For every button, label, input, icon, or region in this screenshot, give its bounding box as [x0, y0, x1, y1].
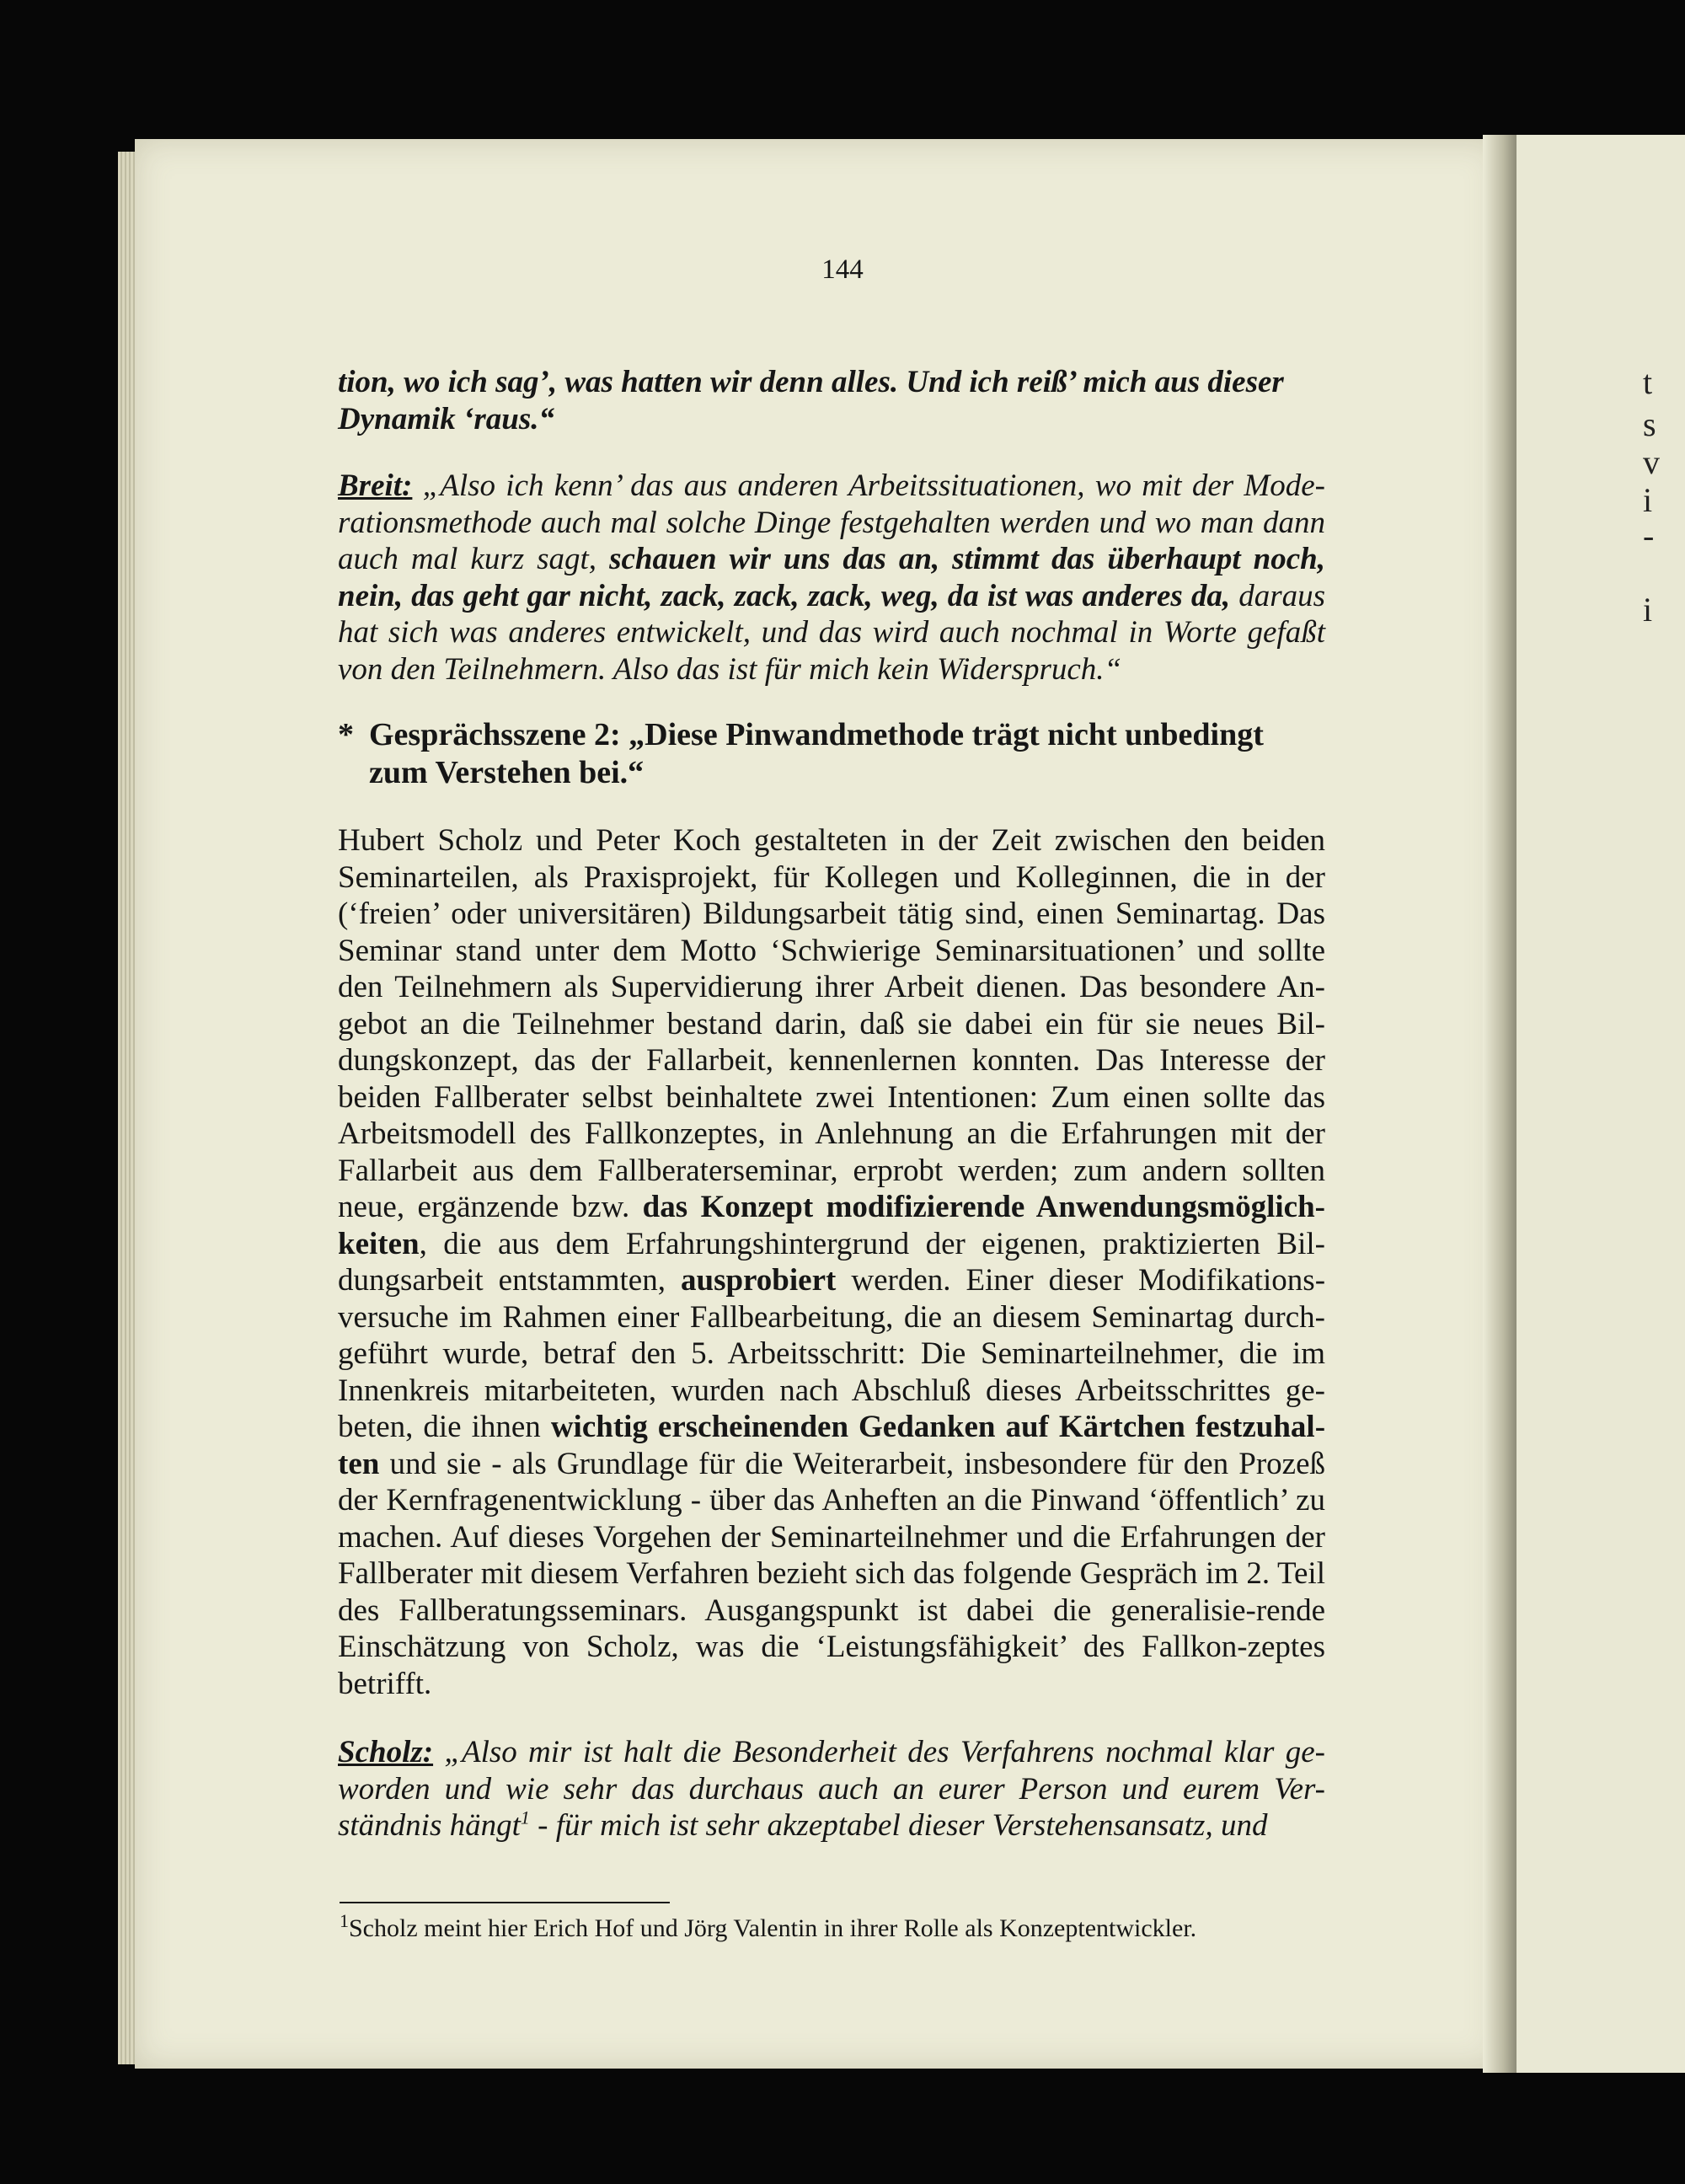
- continued-quote: [338, 364, 1325, 437]
- footnote-rule: [340, 1902, 670, 1903]
- body-text: Hubert Scholz und Peter Koch gestalteten in der Zeit zwischen den beiden Seminarteilen, als Praxisprojekt, für Kollegen und Kolleginnen, die in der (‘freien’ oder universitären) Bildungsarbeit tätig sind, einen Seminartag. Das Seminar stand unter dem Motto ‘Schwierige Seminarsituationen’ und sollte den Teilnehmern als Supervidierung ihrer Arbeit dienen. Das besondere An-gebot an die Teilnehmer bestand darin, daß sie dabei ein für sie neues Bil-dungskonzept, das der Fallarbeit, kennenlernen konnten. Das Interesse der beiden Fallberater selbst beinhaltete zwei Intentionen: Zum einen sollte das Arbeitsmodell des Fallkonzeptes, in Anlehnung an die Erfahrungen mit der Fallarbeit aus dem Fallberaterseminar, erprobt werden; zum andern sollten neue, ergänzende bzw.: [338, 823, 1325, 1224]
- page-number: 144: [821, 254, 864, 285]
- quote-line: tion, wo ich sag’, was hatten wir denn alles. Und ich reiß’ mich aus dieser: [338, 365, 1284, 399]
- facing-page-fragment: i: [1643, 481, 1653, 519]
- book-gutter: [1483, 135, 1516, 2073]
- body-text: werden. Einer dieser Modifikations-versuche im Rahmen einer Fallbearbeitung, die an diesem Seminartag durch-geführt wurde, betraf den 5. Arbeitsschritt: Die Seminarteilnehmer, die im Innenkreis mitarbeiteten, wurden nach Abschluß dieses Arbeitsschrittes ge-beten, die ihnen: [338, 1263, 1326, 1444]
- scholz-quote: [338, 1734, 1325, 1844]
- quote-text: daraus hat sich was anderes entwickelt, und das wird auch nochmal in Worte gefaßt von den Teilnehmern. Also das ist für mich kein Widerspruch.“: [338, 578, 1325, 687]
- body-emphasis: wichtig erscheinenden Gedanken auf Kärtchen festzuhal-ten: [338, 1410, 1326, 1481]
- speaker-label: Scholz:: [338, 1735, 434, 1769]
- footnote-marker: 1: [340, 1910, 349, 1931]
- footnote-text: Scholz meint hier Erich Hof und Jörg Valentin in ihrer Rolle als Konzeptentwickler.: [349, 1914, 1197, 1942]
- body-text: , die aus dem Erfahrungshintergrund der eigenen, praktizierten Bil-dungsarbeit entstammten,: [338, 1226, 1325, 1298]
- facing-page-fragment: -: [1643, 517, 1655, 554]
- facing-page-fragment: v: [1643, 443, 1660, 481]
- body-paragraph: [338, 822, 1325, 1702]
- body-text: und sie - als Grundlage für die Weiterarbeit, insbesondere für den Prozeß der Kernfragenentwicklung - über das Anheften an die Pinwand ‘öffentlich’ zu machen. Auf dieses Vorgehen der Seminarteilnehmer und die Erfahrungen der Fallberater mit diesem Verfahren bezieht sich das folgende Gespräch im 2. Teil des Fallberatungsseminars. Ausgangspunkt ist dabei die generalisie-rende Einschätzung von Scholz, was die ‘Leistungsfähigkeit’ des Fallkon-zeptes betrifft.: [338, 1446, 1325, 1701]
- footnote-reference[interactable]: 1: [520, 1807, 530, 1828]
- speaker-label: Breit:: [338, 468, 413, 503]
- heading-marker: *: [338, 717, 354, 752]
- facing-page-fragment: i: [1643, 591, 1653, 629]
- quote-text: - für mich ist sehr akzeptabel dieser Verstehensansatz, und: [538, 1808, 1268, 1843]
- body-emphasis: das Konzept modifizierende Anwendungsmöglich-keiten: [338, 1190, 1325, 1261]
- heading-text: Gesprächsszene 2: „Diese Pinwandmethode trägt nicht unbedingt zum Verstehen bei.“: [369, 717, 1264, 790]
- footnote: [340, 1910, 1351, 1944]
- breit-quote: [338, 468, 1325, 688]
- facing-page-fragment: s: [1643, 405, 1656, 443]
- body-emphasis: ausprobiert: [681, 1263, 837, 1298]
- section-heading: [338, 716, 1325, 792]
- quote-text: „Also ich kenn’ das aus anderen Arbeitssituationen, wo mit der Mode-rationsmethode auch mal solche Dinge festgehalten werden und wo man dann auch mal kurz sagt,: [338, 468, 1325, 576]
- page-body: [338, 253, 1325, 1844]
- quote-emphasis: schauen wir uns das an, stimmt das überhaupt noch, nein, das geht gar nicht, zack, zack, zack, weg, da ist was anderes da,: [338, 542, 1325, 613]
- facing-page: [1512, 135, 1685, 2073]
- quote-line: Dynamik ‘raus.“: [338, 401, 554, 436]
- quote-text: „Also mir ist halt die Besonderheit des Verfahrens nochmal klar ge-worden und wie sehr das durchaus auch an eurer Person und eurem Ver-ständnis hängt: [338, 1735, 1326, 1843]
- facing-page-fragment: t: [1643, 363, 1653, 401]
